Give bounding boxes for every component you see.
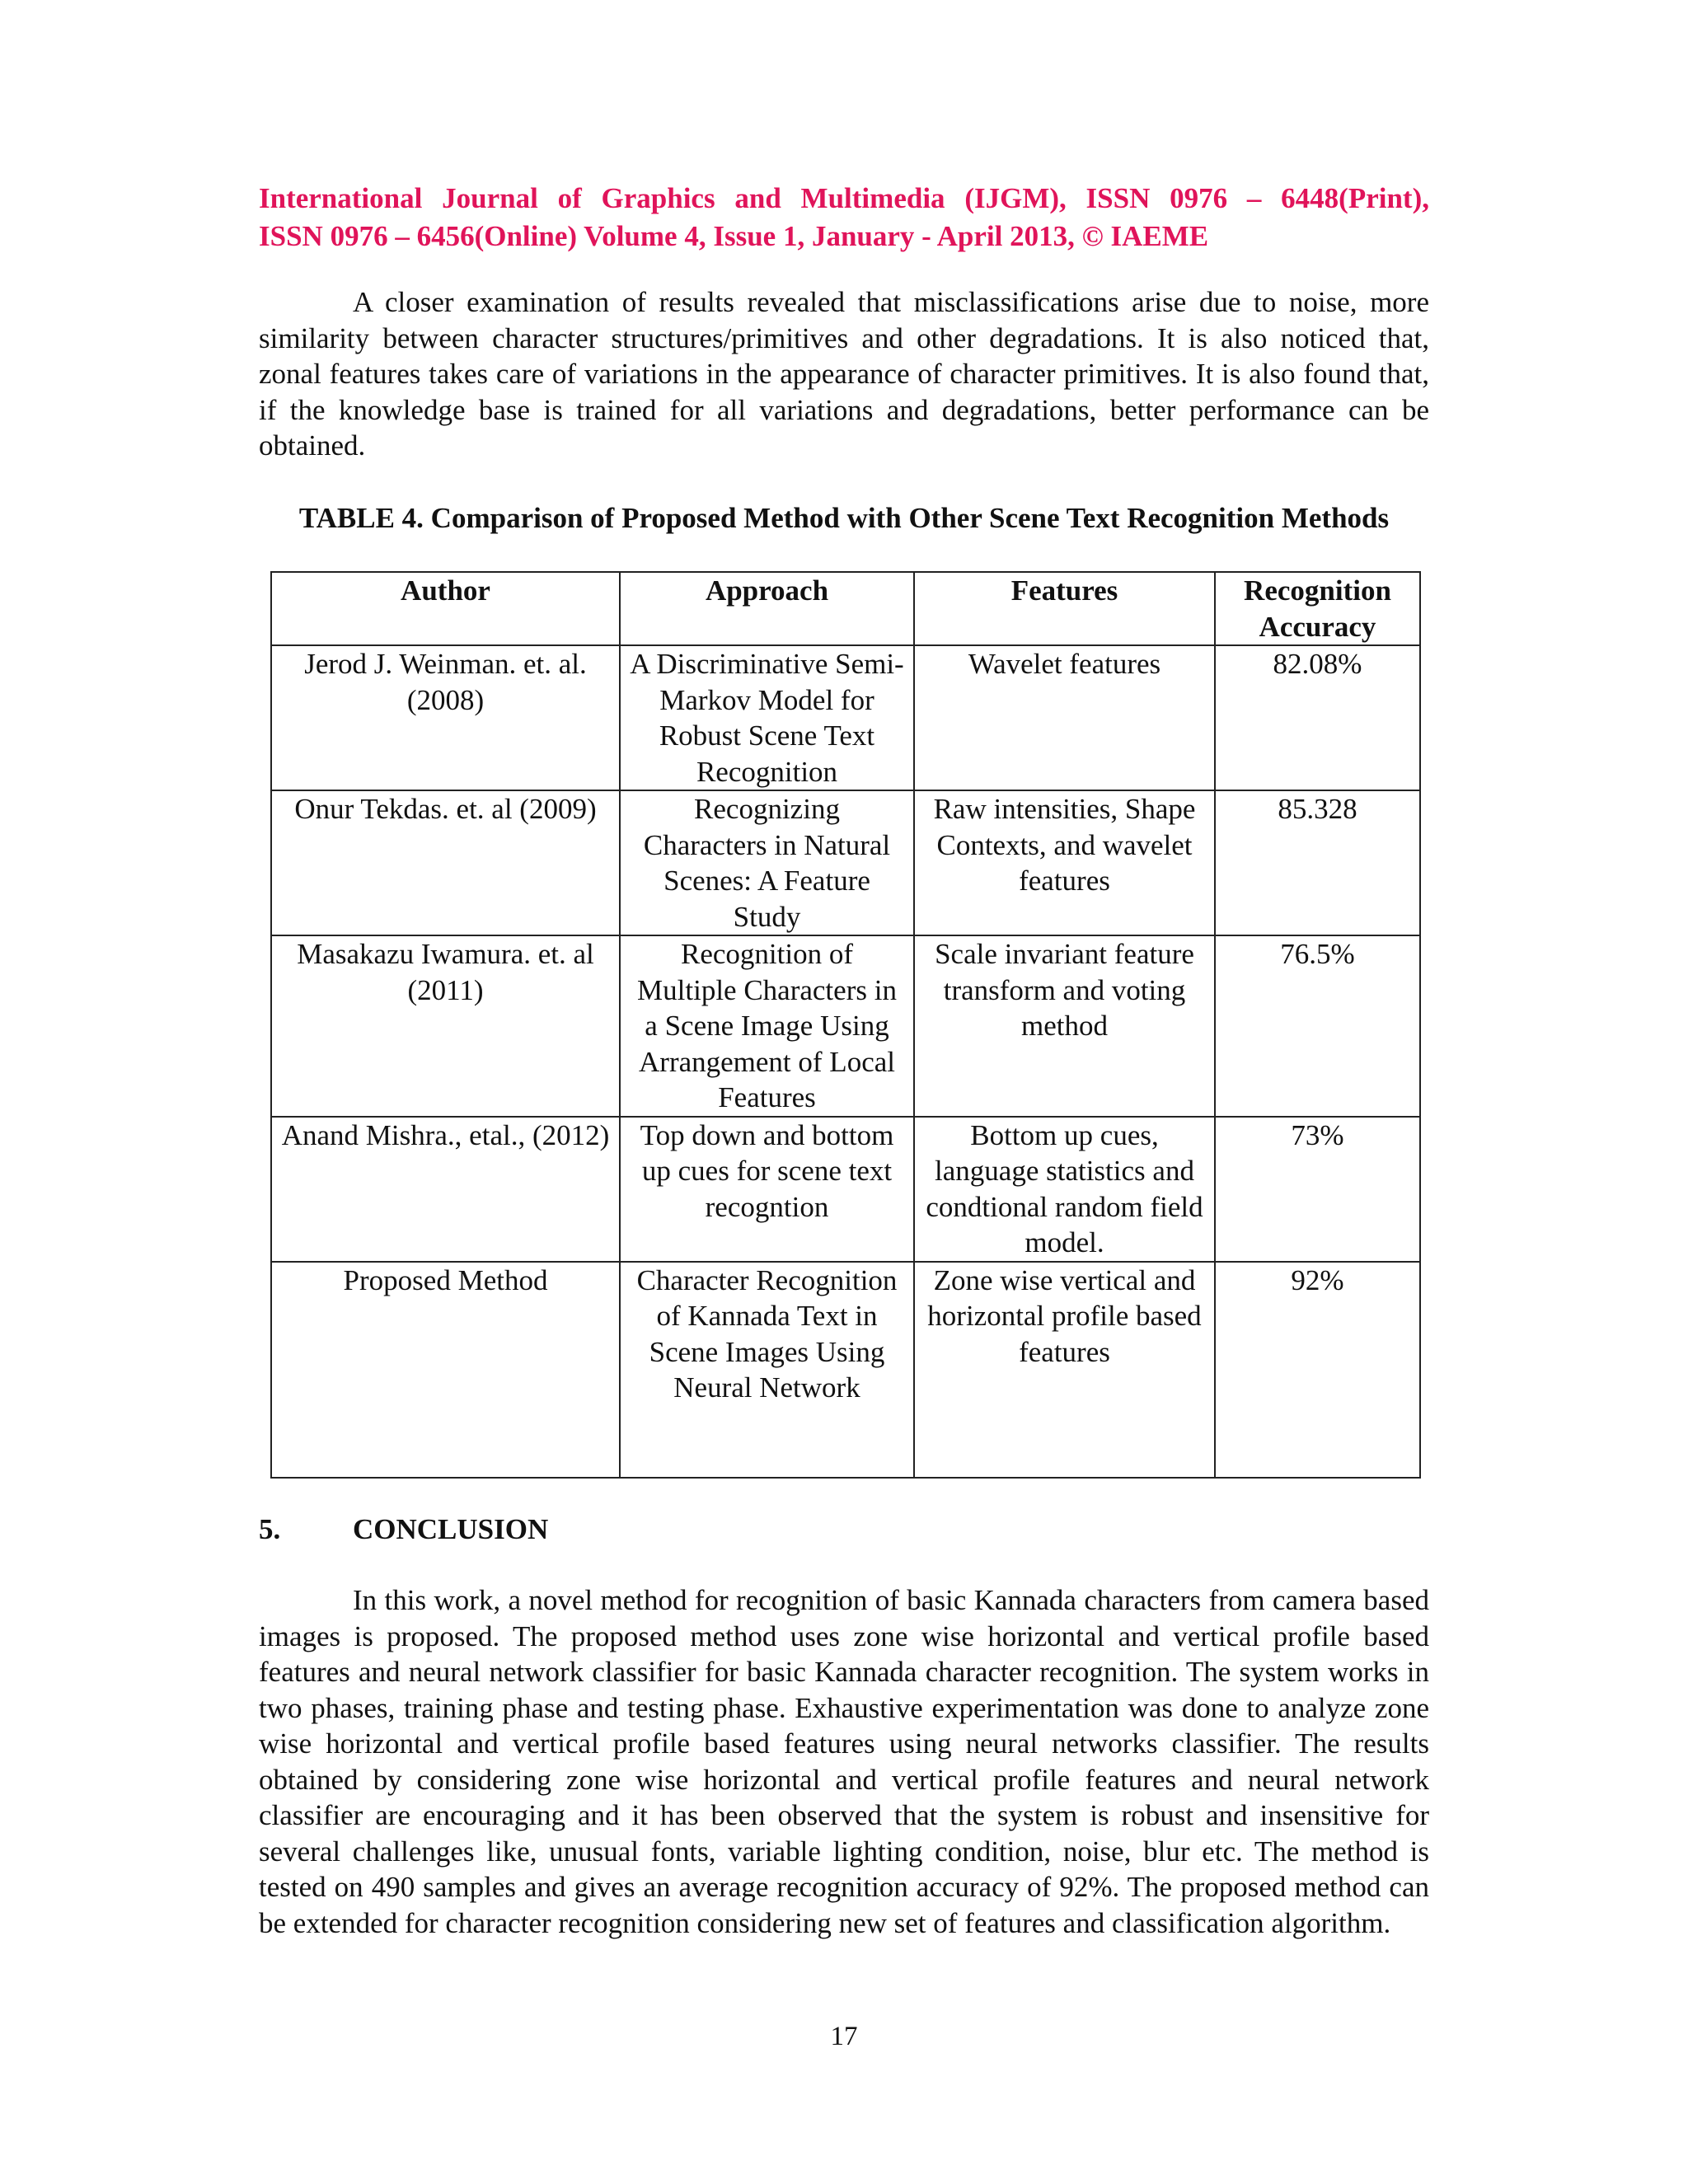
cell-features: Raw intensities, Shape Contexts, and wavelet features [914,790,1215,935]
cell-author: Jerod J. Weinman. et. al. (2008) [271,645,620,790]
table-row [271,645,1420,790]
cell-features: Scale invariant feature transform and voting method [914,935,1215,1117]
cell-approach: Character Recognition of Kannada Text in Scene Images Using Neural Network [620,1262,914,1478]
column-header-accuracy: Recognition Accuracy [1215,572,1420,645]
cell-features: Bottom up cues, language statistics and condtional random field model. [914,1117,1215,1262]
cell-approach: Recognition of Multiple Characters in a Scene Image Using Arrangement of Local Features [620,935,914,1117]
section-number: 5. [259,1513,281,1545]
page-number: 17 [830,2022,858,2051]
cell-approach: Recognizing Characters in Natural Scenes: A Feature Study [620,790,914,935]
journal-header-line-2: ISSN 0976 – 6456(Online) Volume 4, Issue 1, January - April 2013, © IAEME [259,220,1209,252]
cell-accuracy: 85.328 [1215,790,1420,935]
section-title: CONCLUSION [353,1513,549,1545]
cell-accuracy: 82.08% [1215,645,1420,790]
cell-accuracy: 92% [1215,1262,1420,1478]
table-row [271,1117,1420,1262]
journal-header-line-1: International Journal of Graphics and Multimedia (IJGM), ISSN 0976 – 6448(Print), [259,182,1429,214]
cell-accuracy: 73% [1215,1117,1420,1262]
section-heading [259,1511,548,1548]
comparison-table-wrapper [270,571,1419,1479]
paper-page [259,0,1429,2184]
cell-author: Anand Mishra., etal., (2012) [271,1117,620,1262]
cell-approach: A Discriminative Semi-Markov Model for Robust Scene Text Recognition [620,645,914,790]
journal-header [259,180,1429,255]
cell-approach: Top down and bottom up cues for scene text recogntion [620,1117,914,1262]
cell-author: Proposed Method [271,1262,620,1478]
cell-author: Masakazu Iwamura. et. al (2011) [271,935,620,1117]
column-header-features: Features [914,572,1215,645]
table-row [271,935,1420,1117]
table-header-row [271,572,1420,645]
results-paragraph: A closer examination of results revealed that misclassifications arise due to noise, more similarity between character structures/primitives and other degradations. It is also noticed that, zonal features takes care of variations in the appearance of character primitives. It is also found that, if the knowledge base is trained for all variations and degradations, better performance can be obtained. [259,286,1429,462]
table-row [271,790,1420,935]
table-row [271,1262,1420,1478]
column-header-approach: Approach [620,572,914,645]
table-caption: TABLE 4. Comparison of Proposed Method with Other Scene Text Recognition Methods [298,502,1390,534]
cell-author: Onur Tekdas. et. al (2009) [271,790,620,935]
cell-features: Wavelet features [914,645,1215,790]
column-header-author: Author [271,572,620,645]
comparison-table [270,571,1421,1479]
cell-features: Zone wise vertical and horizontal profile based features [914,1262,1215,1478]
cell-accuracy: 76.5% [1215,935,1420,1117]
conclusion-paragraph: In this work, a novel method for recognition of basic Kannada characters from camera based images is proposed. The proposed method uses zone wise horizontal and vertical profile based features and neural network classifier for basic Kannada character recognition. The system works in two phases, training phase and testing phase. Exhaustive experimentation was done to analyze zone wise horizontal and vertical profile based features using neural networks classifier. The results obtained by considering zone wise horizontal and vertical profile features and neural network classifier are encouraging and it has been observed that the system is robust and insensitive for several challenges like, unusual fonts, variable lighting condition, noise, blur etc. The method is tested on 490 samples and gives an average recognition accuracy of 92%. The proposed method can be extended for character recognition considering new set of features and classification algorithm. [259,1584,1429,1939]
